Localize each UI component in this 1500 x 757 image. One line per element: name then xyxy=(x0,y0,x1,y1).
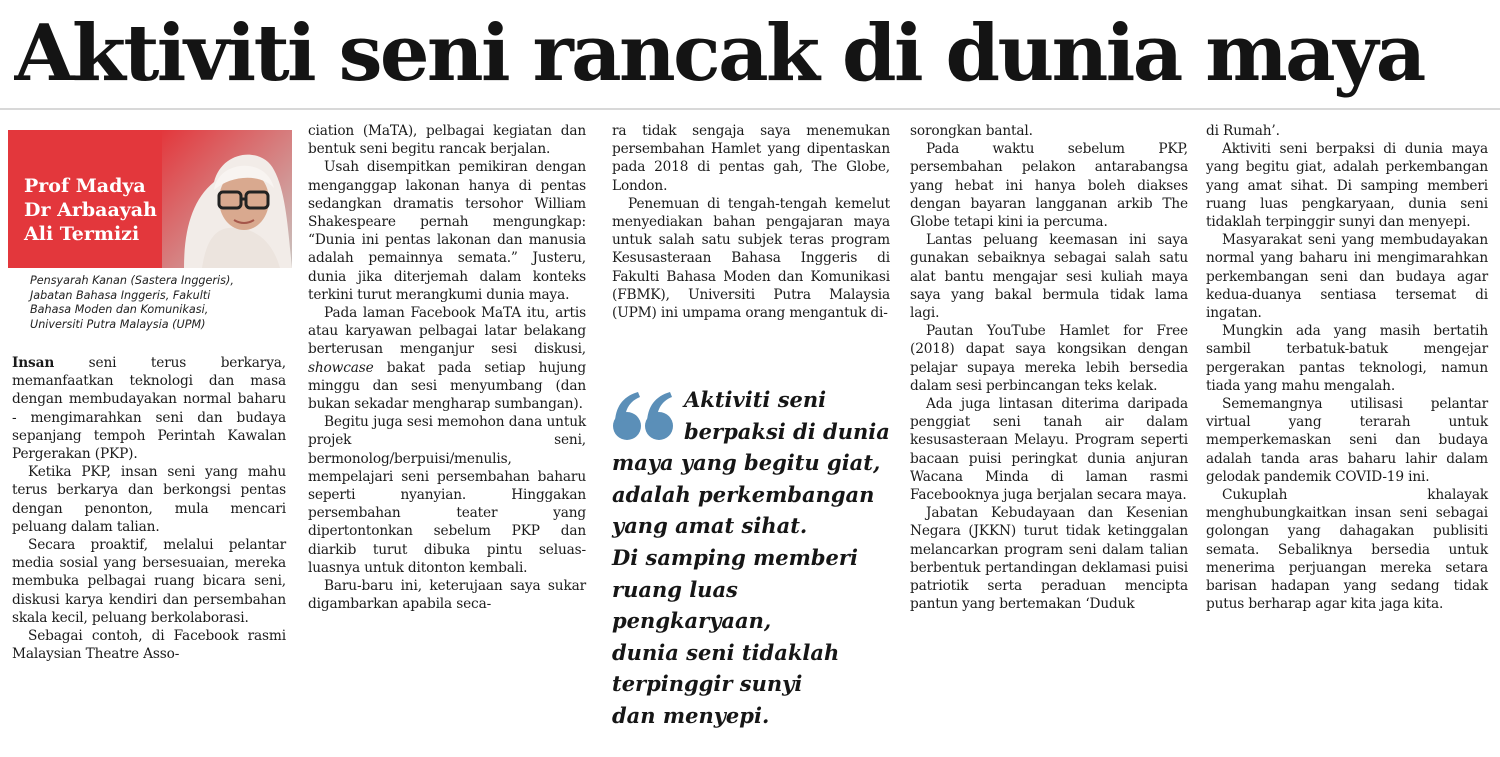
author-name xyxy=(24,174,157,246)
paragraph-text: seni terus berkarya, memanfaatkan teknologi dan masa dengan membudayakan normal baharu - mengimarahkan seni dan budaya sepanjang tempoh Perintah Kawalan Pergerakan (PKP). xyxy=(12,355,286,463)
author-affiliation xyxy=(30,274,300,332)
author-photo xyxy=(162,130,292,268)
author-affiliation-line: Pensyarah Kanan (Sastera Inggeris), xyxy=(30,274,234,287)
article-column-4 xyxy=(910,122,1188,748)
pull-quote-line: maya yang begitu giat, xyxy=(612,450,881,476)
paragraph: Mungkin ada yang masih bertatih sambil terbatuk-batuk mengejar pergerakan pantas teknologi, namun tiada yang mahu mengalah. xyxy=(1206,323,1488,394)
paragraph: Secara proaktif, melalui pelantar media sosial yang bersesuaian, mereka membuka pelbagai ruang bicara seni, diskusi karya kendiri dan persembahan skala kecil, peluang berkolaborasi. xyxy=(12,537,286,626)
article-column-3 xyxy=(612,122,890,372)
paragraph: ciation (MaTA), pelbagai kegiatan dan bentuk seni begitu rancak berjalan. xyxy=(308,123,586,158)
article-column-2 xyxy=(308,122,586,748)
paragraph: Begitu juga sesi memohon dana untuk projek seni, bermonolog/berpuisi/menulis, mempelajari seni persembahan baharu seperti nyanyian. Hinggakan persembahan teater yang dipertontonkan sebelum PKP dan diarkib turut dibuka pintu seluas-luasnya untuk ditonton kembali. xyxy=(308,414,586,576)
pull-quote-line: Aktiviti seni xyxy=(684,387,827,412)
pull-quote-text xyxy=(612,384,902,732)
pull-quote-line: terpinggir sunyi xyxy=(612,671,803,697)
paragraph-text: Pada laman Facebook MaTA itu, artis atau karyawan pelbagai latar belakang berterusan menganjur sesi diskusi, xyxy=(308,305,586,358)
pull-quote-line: dan menyepi. xyxy=(612,702,770,728)
author-name-line: Prof Madya xyxy=(24,175,146,197)
pull-quote-line: adalah perkembangan xyxy=(612,481,875,507)
author-banner xyxy=(8,130,292,268)
author-box xyxy=(8,124,296,334)
author-affiliation-line: Jabatan Bahasa Inggeris, Fakulti xyxy=(30,288,211,302)
paragraph: Aktiviti seni berpaksi di dunia maya yang begitu giat, adalah perkembangan yang amat sihat. Di samping memberi ruang luas pengkaryaan, dunia seni tidaklah terpinggir sunyi dan menyepi. xyxy=(1206,141,1488,231)
author-name-line: Ali Termizi xyxy=(24,223,140,245)
pull-quote-line: ruang luas xyxy=(612,576,738,602)
lead-word: Insan xyxy=(12,355,55,371)
paragraph: Ada juga lintasan diterima daripada penggiat seni tanah air dalam kesusasteraan Melayu. Program seperti bacaan puisi peringkat dunia anjuran Wacana Minda di laman rasmi Facebooknya juga berjalan secara maya. xyxy=(910,396,1188,504)
pull-quote-line: berpaksi di dunia xyxy=(684,418,890,444)
headline-divider xyxy=(0,108,1500,110)
paragraph: sorongkan bantal. xyxy=(910,123,1033,139)
pull-quote-line: dunia seni tidaklah xyxy=(612,639,840,665)
paragraph xyxy=(308,304,586,413)
paragraph: Pautan YouTube Hamlet for Free (2018) dapat saya kongsikan dengan pelajar supaya mereka lebih bersedia dalam sesi perbincangan teks kelak. xyxy=(910,323,1188,394)
paragraph: Baru-baru ini, keterujaan saya sukar digambarkan apabila seca- xyxy=(308,578,586,613)
paragraph: Sebagai contoh, di Facebook rasmi Malaysian Theatre Asso- xyxy=(12,628,286,663)
paragraph: Masyarakat seni yang membudayakan normal yang baharu ini mengimarahkan perkembangan seni dan budaya agar kedua-duanya sentiasa tersemat di ingatan. xyxy=(1206,232,1488,322)
author-affiliation-line: Bahasa Moden dan Komunikasi, xyxy=(30,303,209,317)
paragraph: ra tidak sengaja saya menemukan persembahan Hamlet yang dipentaskan pada 2018 di pentas gah, The Globe, London. xyxy=(612,123,890,194)
paragraph: Cukuplah khalayak menghubungkaitkan insan seni sebagai golongan yang dahagakan publisiti semata. Sebaliknya bersedia untuk menerima perjuangan mereka setara barisan hadapan yang sedang tidak putus berharap agar kita jaga kita. xyxy=(1206,487,1488,613)
paragraph: Pada waktu sebelum PKP, persembahan pelakon antarabangsa yang hebat ini hanya boleh diakses dengan bayaran langganan arkib The Globe tetapi kini ia percuma. xyxy=(910,141,1188,231)
emphasis-text: showcase xyxy=(308,359,374,376)
article-column-1 xyxy=(12,354,286,749)
paragraph: Penemuan di tengah-tengah kemelut menyediakan bahan pengajaran maya untuk salah satu subjek teras program Kesusasteraan Bahasa Inggeris di Fakulti Bahasa Moden dan Komunikasi (FBMK), Universiti Putra Malaysia (UPM) ini umpama orang mengantuk di- xyxy=(612,195,890,322)
paragraph: Lantas peluang keemasan ini saya gunakan sebaiknya sebagai salah satu alat bantu mengajar sesi kuliah maya saya yang bakal bermula tidak lama lagi. xyxy=(910,232,1188,322)
pull-quote-line: yang amat sihat. xyxy=(612,513,808,539)
paragraph: di Rumah’. xyxy=(1206,123,1280,139)
pull-quote xyxy=(612,384,902,754)
pull-quote-line: pengkaryaan, xyxy=(612,608,772,634)
paragraph xyxy=(12,354,286,463)
author-name-line: Dr Arbaayah xyxy=(24,199,157,221)
paragraph-text: bakat pada setiap hujung minggu dan sesi menyumbang (dan bukan sekadar mengharap sumbangan). xyxy=(308,359,586,413)
paragraph: Sememangnya utilisasi pelantar virtual yang terarah untuk memperkemaskan seni dan budaya adalah tanda aras baharu lahir dalam gelodak pandemik COVID-19 ini. xyxy=(1206,396,1488,485)
paragraph: Ketika PKP, insan seni yang mahu terus berkarya dan berkongsi pentas dengan penonton, mula mencari peluang dalam talian. xyxy=(12,464,286,535)
paragraph: Jabatan Kebudayaan dan Kesenian Negara (JKKN) turut tidak ketinggalan melancarkan program seni dalam talian berbentuk pertandingan deklamasi puisi patriotik serta peraduan mencipta pantun yang bertemakan ‘Duduk xyxy=(910,505,1188,613)
article-column-5 xyxy=(1206,122,1488,748)
pull-quote-line: Di samping memberi xyxy=(612,544,858,570)
headline: Aktiviti seni rancak di dunia maya xyxy=(14,8,1424,99)
paragraph: Usah disempitkan pemikiran dengan menganggap lakonan hanya di pentas sedangkan dramatis tersohor William Shakespeare pernah mengungkap: “Dunia ini pentas lakonan dan manusia adalah pemainnya semata.” Justeru, dunia jika diterjemah dalam konteks terkini turut merangkumi dunia maya. xyxy=(308,159,586,303)
author-affiliation-line: Universiti Putra Malaysia (UPM) xyxy=(30,317,206,331)
